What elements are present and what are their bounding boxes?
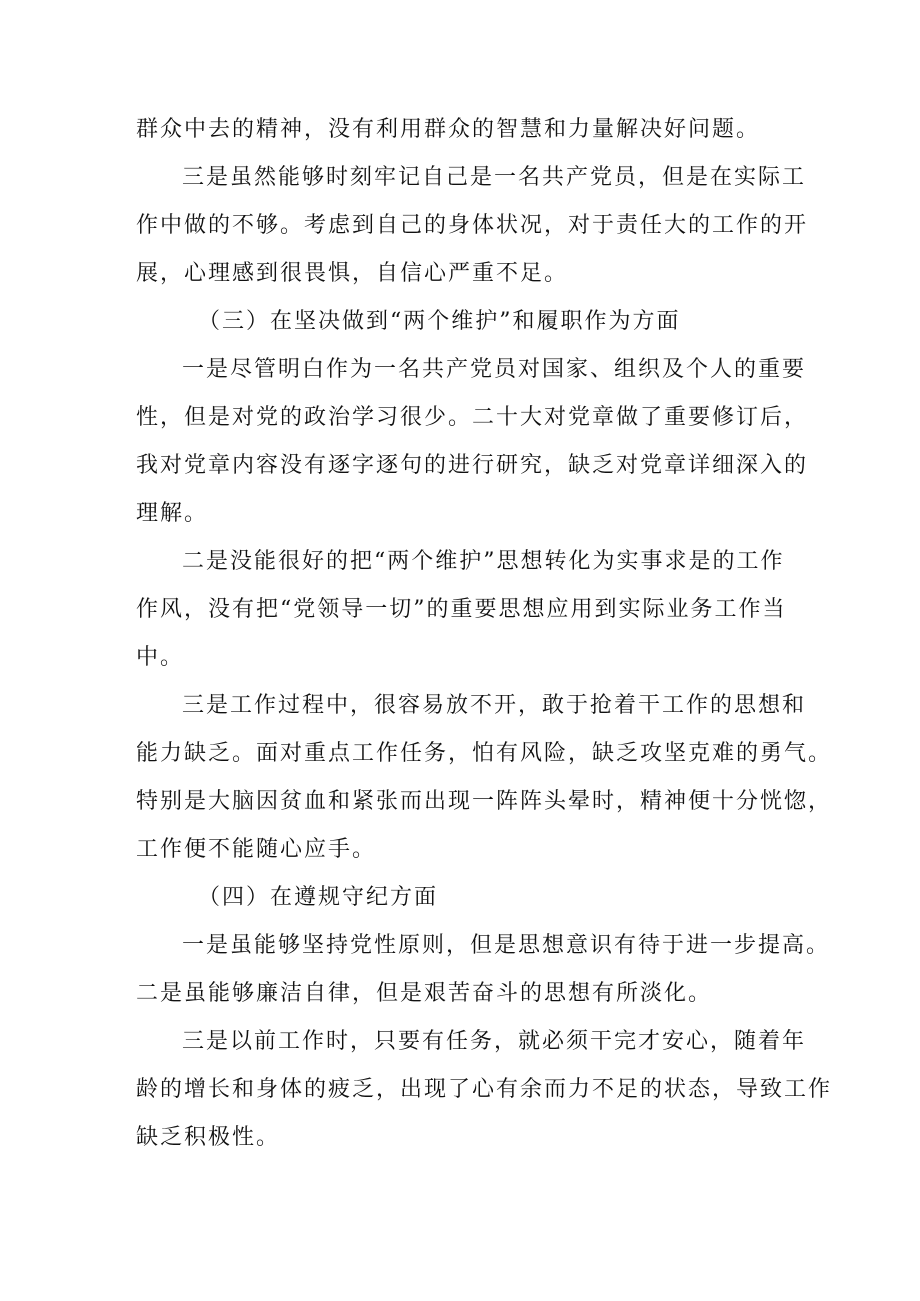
text-line: 缺乏积极性。 [136,1125,281,1150]
text-line: 工作便不能随心应手。 [136,837,377,862]
text-line: 三是工作过程中，很容易放不开，敢于抢着干工作的思想和 [182,693,807,718]
text-line: 我对党章内容没有逐字逐句的进行研究，缺乏对党章详细深入的 [136,453,809,478]
text-line: 二是没能很好的把“两个维护”思想转化为实事求是的工作 [182,549,785,574]
text-line: 群众中去的精神，没有利用群众的智慧和力量解决好问题。 [136,117,761,142]
text-line: 特别是大脑因贫血和紧张而出现一阵阵头晕时，精神便十分恍惚， [136,789,833,814]
text-line: 一是虽能够坚持党性原则，但是思想意识有待于进一步提高。 [182,933,831,958]
text-line: 二是虽能够廉洁自律，但是艰苦奋斗的思想有所淡化。 [136,981,713,1006]
text-line: 三是虽然能够时刻牢记自己是一名共产党员，但是在实际工 [182,165,807,190]
text-line: 展，心理感到很畏惧，自信心严重不足。 [136,261,569,286]
text-line: 作风，没有把“党领导一切”的重要思想应用到实际业务工作当 [136,597,787,622]
text-line: 中。 [136,645,185,670]
text-line: 作中做的不够。考虑到自己的身体状况，对于责任大的工作的开 [136,213,809,238]
text-line: 一是尽管明白作为一名共产党员对国家、组织及个人的重要 [182,357,807,382]
text-line: 能力缺乏。面对重点工作任务，怕有风险，缺乏攻坚克难的勇气。 [136,741,833,766]
text-line: 性，但是对党的政治学习很少。二十大对党章做了重要修订后， [136,405,809,430]
text-line: 龄的增长和身体的疲乏，出现了心有余而力不足的状态，导致工作 [136,1077,833,1102]
text-line: 理解。 [136,501,209,526]
section-heading: （三）在坚决做到“两个维护”和履职作为方面 [198,309,681,334]
section-heading: （四）在遵规守纪方面 [198,885,439,910]
text-line: 三是以前工作时，只要有任务，就必须干完才安心，随着年 [182,1029,807,1054]
